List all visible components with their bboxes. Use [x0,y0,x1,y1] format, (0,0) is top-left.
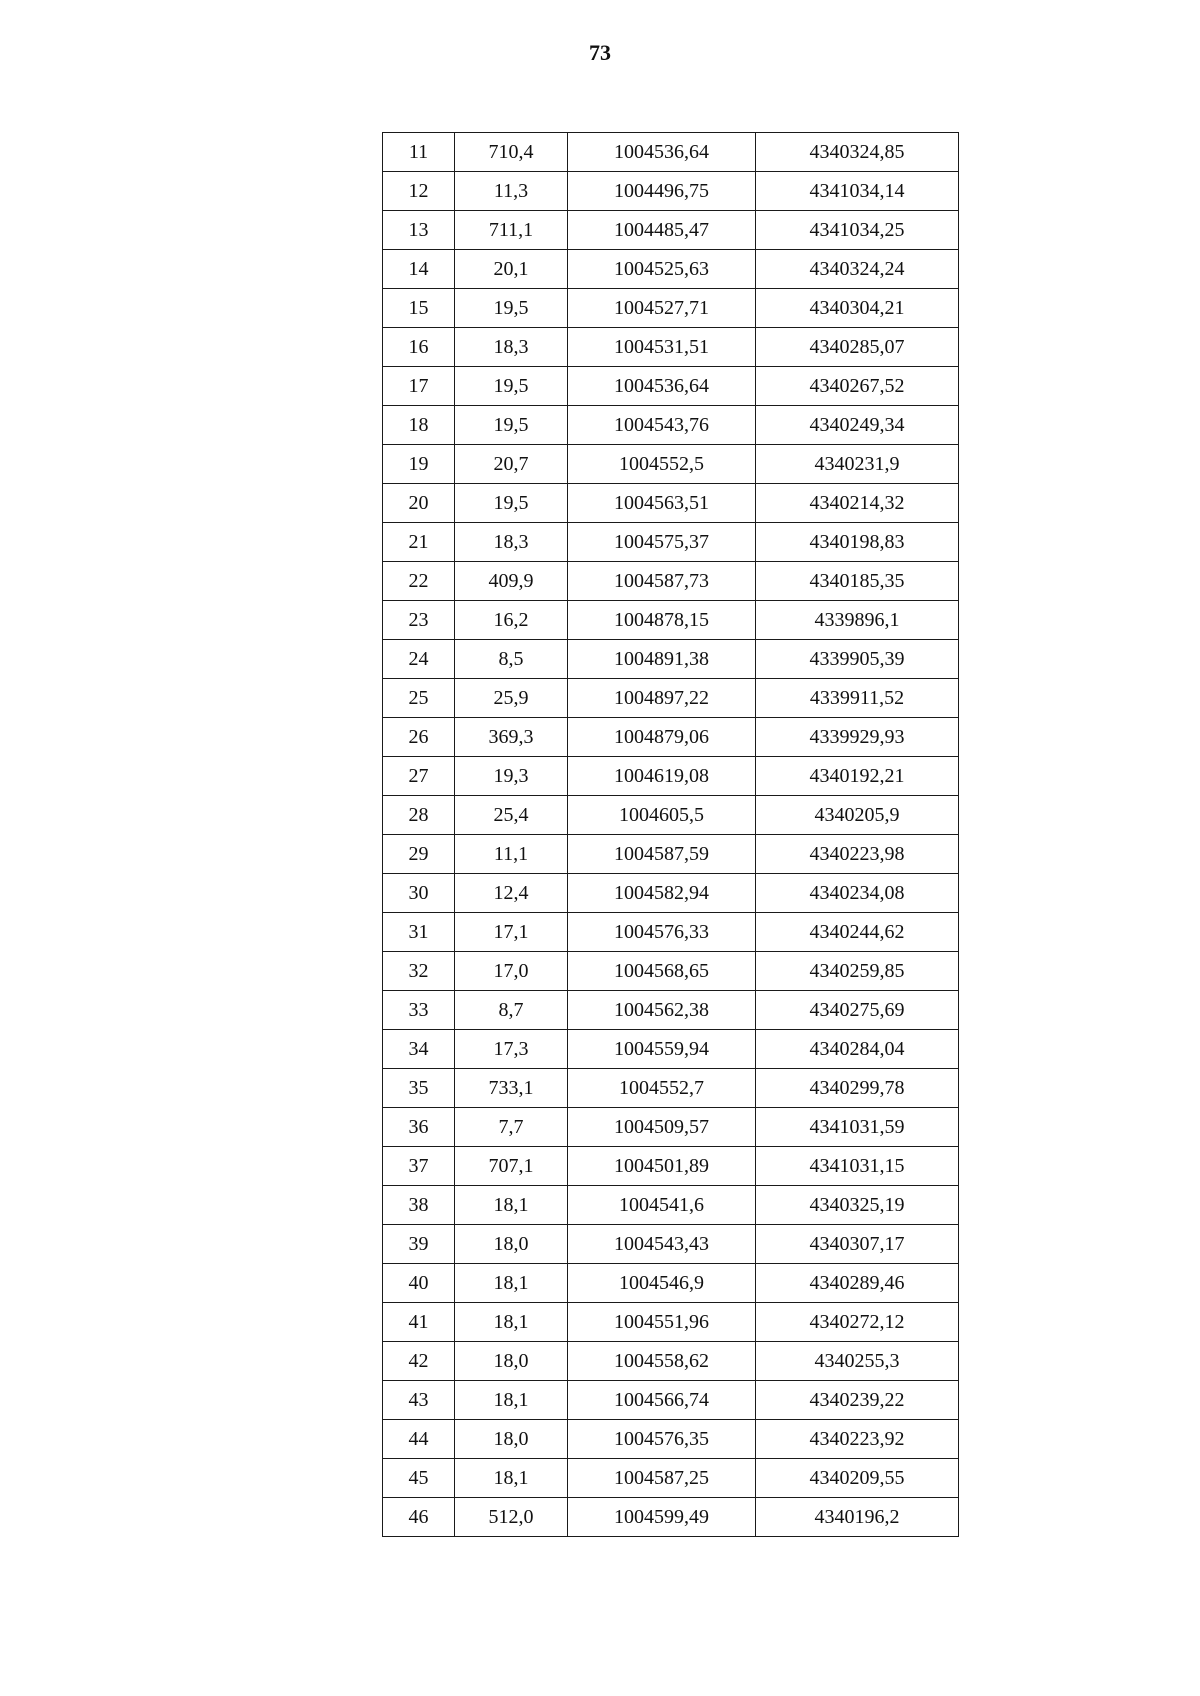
y-coordinate-cell: 4340234,08 [756,874,959,913]
y-coordinate-cell: 4340205,9 [756,796,959,835]
length-cell: 12,4 [455,874,568,913]
x-coordinate-cell: 1004552,7 [568,1069,756,1108]
point-number-cell: 27 [383,757,455,796]
length-cell: 19,5 [455,484,568,523]
table-row [383,133,959,172]
point-number-cell: 39 [383,1225,455,1264]
x-coordinate-cell: 1004558,62 [568,1342,756,1381]
x-coordinate-cell: 1004575,37 [568,523,756,562]
length-cell: 710,4 [455,133,568,172]
length-cell: 18,0 [455,1225,568,1264]
x-coordinate-cell: 1004551,96 [568,1303,756,1342]
length-cell: 18,1 [455,1459,568,1498]
y-coordinate-cell: 4339905,39 [756,640,959,679]
length-cell: 17,3 [455,1030,568,1069]
table-row [383,1381,959,1420]
length-cell: 409,9 [455,562,568,601]
length-cell: 16,2 [455,601,568,640]
table-row [383,1147,959,1186]
y-coordinate-cell: 4340209,55 [756,1459,959,1498]
x-coordinate-cell: 1004599,49 [568,1498,756,1537]
x-coordinate-cell: 1004541,6 [568,1186,756,1225]
y-coordinate-cell: 4340267,52 [756,367,959,406]
point-number-cell: 35 [383,1069,455,1108]
y-coordinate-cell: 4340239,22 [756,1381,959,1420]
length-cell: 20,1 [455,250,568,289]
x-coordinate-cell: 1004568,65 [568,952,756,991]
table-row [383,1342,959,1381]
point-number-cell: 30 [383,874,455,913]
length-cell: 7,7 [455,1108,568,1147]
table-row [383,1069,959,1108]
point-number-cell: 15 [383,289,455,328]
y-coordinate-cell: 4340198,83 [756,523,959,562]
x-coordinate-cell: 1004897,22 [568,679,756,718]
table-row [383,913,959,952]
length-cell: 17,1 [455,913,568,952]
coordinates-table [382,132,959,1537]
table-row [383,289,959,328]
table-row [383,1459,959,1498]
y-coordinate-cell: 4340223,92 [756,1420,959,1459]
table-row [383,1186,959,1225]
table-row [383,835,959,874]
table-row [383,718,959,757]
x-coordinate-cell: 1004525,63 [568,250,756,289]
x-coordinate-cell: 1004501,89 [568,1147,756,1186]
y-coordinate-cell: 4340324,85 [756,133,959,172]
y-coordinate-cell: 4341034,25 [756,211,959,250]
y-coordinate-cell: 4339911,52 [756,679,959,718]
y-coordinate-cell: 4340196,2 [756,1498,959,1537]
length-cell: 18,0 [455,1420,568,1459]
table-row [383,523,959,562]
table-row [383,1264,959,1303]
length-cell: 512,0 [455,1498,568,1537]
table-row [383,406,959,445]
x-coordinate-cell: 1004559,94 [568,1030,756,1069]
table-row [383,1303,959,1342]
point-number-cell: 22 [383,562,455,601]
y-coordinate-cell: 4341031,15 [756,1147,959,1186]
table-row [383,640,959,679]
x-coordinate-cell: 1004879,06 [568,718,756,757]
y-coordinate-cell: 4340307,17 [756,1225,959,1264]
table-row [383,172,959,211]
x-coordinate-cell: 1004485,47 [568,211,756,250]
length-cell: 20,7 [455,445,568,484]
point-number-cell: 46 [383,1498,455,1537]
length-cell: 19,3 [455,757,568,796]
point-number-cell: 23 [383,601,455,640]
point-number-cell: 42 [383,1342,455,1381]
point-number-cell: 41 [383,1303,455,1342]
x-coordinate-cell: 1004546,9 [568,1264,756,1303]
point-number-cell: 37 [383,1147,455,1186]
point-number-cell: 45 [383,1459,455,1498]
x-coordinate-cell: 1004582,94 [568,874,756,913]
table-row [383,211,959,250]
x-coordinate-cell: 1004605,5 [568,796,756,835]
x-coordinate-cell: 1004587,25 [568,1459,756,1498]
x-coordinate-cell: 1004576,35 [568,1420,756,1459]
point-number-cell: 14 [383,250,455,289]
point-number-cell: 18 [383,406,455,445]
x-coordinate-cell: 1004891,38 [568,640,756,679]
point-number-cell: 19 [383,445,455,484]
y-coordinate-cell: 4339896,1 [756,601,959,640]
y-coordinate-cell: 4341034,14 [756,172,959,211]
length-cell: 707,1 [455,1147,568,1186]
y-coordinate-cell: 4340259,85 [756,952,959,991]
table-row [383,1030,959,1069]
point-number-cell: 25 [383,679,455,718]
length-cell: 18,1 [455,1264,568,1303]
length-cell: 19,5 [455,289,568,328]
point-number-cell: 26 [383,718,455,757]
point-number-cell: 34 [383,1030,455,1069]
table-row [383,328,959,367]
length-cell: 369,3 [455,718,568,757]
y-coordinate-cell: 4340325,19 [756,1186,959,1225]
point-number-cell: 44 [383,1420,455,1459]
length-cell: 19,5 [455,367,568,406]
x-coordinate-cell: 1004509,57 [568,1108,756,1147]
table-row [383,1225,959,1264]
table-row [383,250,959,289]
table-row [383,874,959,913]
y-coordinate-cell: 4340249,34 [756,406,959,445]
y-coordinate-cell: 4340275,69 [756,991,959,1030]
y-coordinate-cell: 4340285,07 [756,328,959,367]
y-coordinate-cell: 4340231,9 [756,445,959,484]
x-coordinate-cell: 1004543,43 [568,1225,756,1264]
x-coordinate-cell: 1004562,38 [568,991,756,1030]
length-cell: 18,1 [455,1303,568,1342]
y-coordinate-cell: 4340244,62 [756,913,959,952]
y-coordinate-cell: 4340185,35 [756,562,959,601]
x-coordinate-cell: 1004619,08 [568,757,756,796]
length-cell: 25,4 [455,796,568,835]
length-cell: 18,1 [455,1186,568,1225]
y-coordinate-cell: 4340289,46 [756,1264,959,1303]
table-row [383,1108,959,1147]
x-coordinate-cell: 1004527,71 [568,289,756,328]
table-row [383,796,959,835]
point-number-cell: 29 [383,835,455,874]
x-coordinate-cell: 1004536,64 [568,133,756,172]
table-row [383,562,959,601]
x-coordinate-cell: 1004536,64 [568,367,756,406]
table-row [383,1498,959,1537]
length-cell: 18,1 [455,1381,568,1420]
table-row [383,991,959,1030]
y-coordinate-cell: 4340284,04 [756,1030,959,1069]
point-number-cell: 17 [383,367,455,406]
length-cell: 11,1 [455,835,568,874]
y-coordinate-cell: 4340192,21 [756,757,959,796]
y-coordinate-cell: 4340299,78 [756,1069,959,1108]
point-number-cell: 38 [383,1186,455,1225]
length-cell: 11,3 [455,172,568,211]
point-number-cell: 28 [383,796,455,835]
y-coordinate-cell: 4340324,24 [756,250,959,289]
point-number-cell: 32 [383,952,455,991]
length-cell: 733,1 [455,1069,568,1108]
length-cell: 17,0 [455,952,568,991]
x-coordinate-cell: 1004587,73 [568,562,756,601]
length-cell: 19,5 [455,406,568,445]
point-number-cell: 31 [383,913,455,952]
length-cell: 18,0 [455,1342,568,1381]
y-coordinate-cell: 4339929,93 [756,718,959,757]
x-coordinate-cell: 1004566,74 [568,1381,756,1420]
table-row [383,367,959,406]
x-coordinate-cell: 1004531,51 [568,328,756,367]
length-cell: 18,3 [455,328,568,367]
point-number-cell: 16 [383,328,455,367]
coordinates-table-body [383,133,959,1537]
point-number-cell: 13 [383,211,455,250]
point-number-cell: 20 [383,484,455,523]
x-coordinate-cell: 1004878,15 [568,601,756,640]
point-number-cell: 43 [383,1381,455,1420]
table-row [383,757,959,796]
table-row [383,484,959,523]
length-cell: 8,7 [455,991,568,1030]
table-row [383,679,959,718]
y-coordinate-cell: 4340255,3 [756,1342,959,1381]
page-number: 73 [589,40,611,65]
y-coordinate-cell: 4340223,98 [756,835,959,874]
point-number-cell: 33 [383,991,455,1030]
x-coordinate-cell: 1004552,5 [568,445,756,484]
length-cell: 711,1 [455,211,568,250]
x-coordinate-cell: 1004576,33 [568,913,756,952]
y-coordinate-cell: 4340214,32 [756,484,959,523]
y-coordinate-cell: 4340304,21 [756,289,959,328]
length-cell: 18,3 [455,523,568,562]
length-cell: 8,5 [455,640,568,679]
point-number-cell: 40 [383,1264,455,1303]
x-coordinate-cell: 1004587,59 [568,835,756,874]
table-row [383,601,959,640]
x-coordinate-cell: 1004563,51 [568,484,756,523]
table-row [383,1420,959,1459]
table-row [383,445,959,484]
point-number-cell: 36 [383,1108,455,1147]
point-number-cell: 24 [383,640,455,679]
length-cell: 25,9 [455,679,568,718]
table-row [383,952,959,991]
y-coordinate-cell: 4341031,59 [756,1108,959,1147]
point-number-cell: 11 [383,133,455,172]
point-number-cell: 21 [383,523,455,562]
x-coordinate-cell: 1004543,76 [568,406,756,445]
point-number-cell: 12 [383,172,455,211]
y-coordinate-cell: 4340272,12 [756,1303,959,1342]
x-coordinate-cell: 1004496,75 [568,172,756,211]
